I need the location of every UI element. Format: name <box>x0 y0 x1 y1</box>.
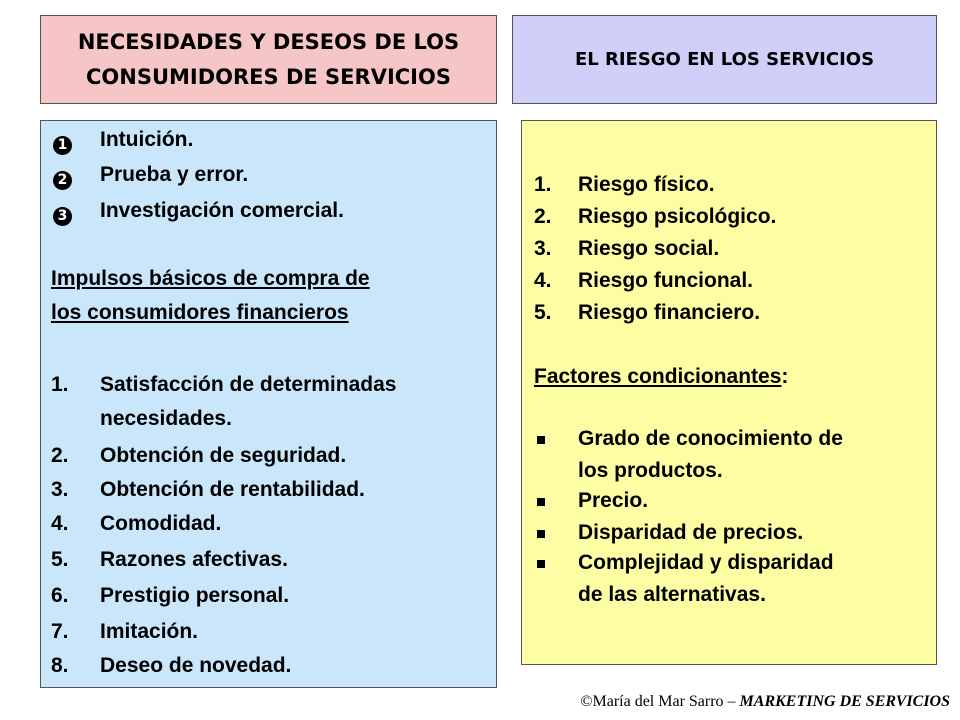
risk-number: 1. <box>534 173 552 196</box>
list-item: Prestigio personal. <box>100 584 290 607</box>
item-number: 1. <box>51 373 69 396</box>
factors-heading-text: Factores condicionantes <box>534 365 782 388</box>
impulsos-heading-line1: Impulsos básicos de compra de <box>51 267 370 290</box>
risk-item: Riesgo financiero. <box>578 301 761 324</box>
factor-item: Disparidad de precios. <box>578 521 804 544</box>
risk-number: 4. <box>534 269 552 292</box>
square-bullet-icon <box>537 436 545 444</box>
item-number: 5. <box>51 548 69 571</box>
item-number: 7. <box>51 620 69 643</box>
item-number: 3. <box>51 478 69 501</box>
square-bullet-icon <box>537 530 545 538</box>
circled-three-icon: 3 <box>53 201 72 226</box>
bullet-investigacion: Investigación comercial. <box>100 199 344 222</box>
right-panel <box>521 120 937 665</box>
bullet-prueba-error: Prueba y error. <box>100 163 249 186</box>
risk-number: 2. <box>534 205 552 228</box>
factor-item-continuation: de las alternativas. <box>578 583 766 606</box>
factor-item: Precio. <box>578 489 649 512</box>
item-number: 4. <box>51 512 69 535</box>
risk-item: Riesgo social. <box>578 237 720 260</box>
impulsos-heading-line2: los consumidores financieros <box>51 301 349 324</box>
factor-item: Grado de conocimiento de <box>578 427 843 450</box>
left-title <box>78 25 459 95</box>
circled-one-icon: 1 <box>53 130 72 155</box>
risk-item: Riesgo físico. <box>578 173 715 196</box>
item-number: 6. <box>51 584 69 607</box>
list-item: Satisfacción de determinadas <box>100 373 397 396</box>
factor-item: Complejidad y disparidad <box>578 551 834 574</box>
list-item: Obtención de seguridad. <box>100 444 347 467</box>
left-title-line1: NECESIDADES Y DESEOS DE LOS <box>77 29 460 54</box>
list-item: Comodidad. <box>100 512 222 535</box>
footer-author: ©María del Mar Sarro – <box>580 693 740 710</box>
square-bullet-icon <box>537 560 545 568</box>
list-item: Obtención de rentabilidad. <box>100 478 365 501</box>
right-title: EL RIESGO EN LOS SERVICIOS <box>574 49 875 70</box>
factors-heading-colon: : <box>781 365 789 388</box>
circled-two-icon: 2 <box>53 165 72 190</box>
risk-number: 3. <box>534 237 552 260</box>
left-title-line2: CONSUMIDORES DE SERVICIOS <box>86 64 451 89</box>
square-bullet-icon <box>537 498 545 506</box>
list-item: Deseo de novedad. <box>100 654 292 677</box>
bullet-intuicion: Intuición. <box>100 128 194 151</box>
list-item: Razones afectivas. <box>100 548 288 571</box>
right-title-box <box>512 15 937 104</box>
list-item-continuation: necesidades. <box>100 407 232 430</box>
item-number: 2. <box>51 444 69 467</box>
item-number: 8. <box>51 654 69 677</box>
footer-credit <box>580 693 950 711</box>
left-title-box <box>40 15 497 104</box>
footer-course: MARKETING DE SERVICIOS <box>739 693 950 710</box>
factors-heading <box>534 365 788 389</box>
risk-item: Riesgo psicológico. <box>578 205 777 228</box>
factor-item-continuation: los productos. <box>578 459 723 482</box>
risk-item: Riesgo funcional. <box>578 269 754 292</box>
list-item: Imitación. <box>100 620 199 643</box>
risk-number: 5. <box>534 301 552 324</box>
left-panel <box>40 120 497 688</box>
